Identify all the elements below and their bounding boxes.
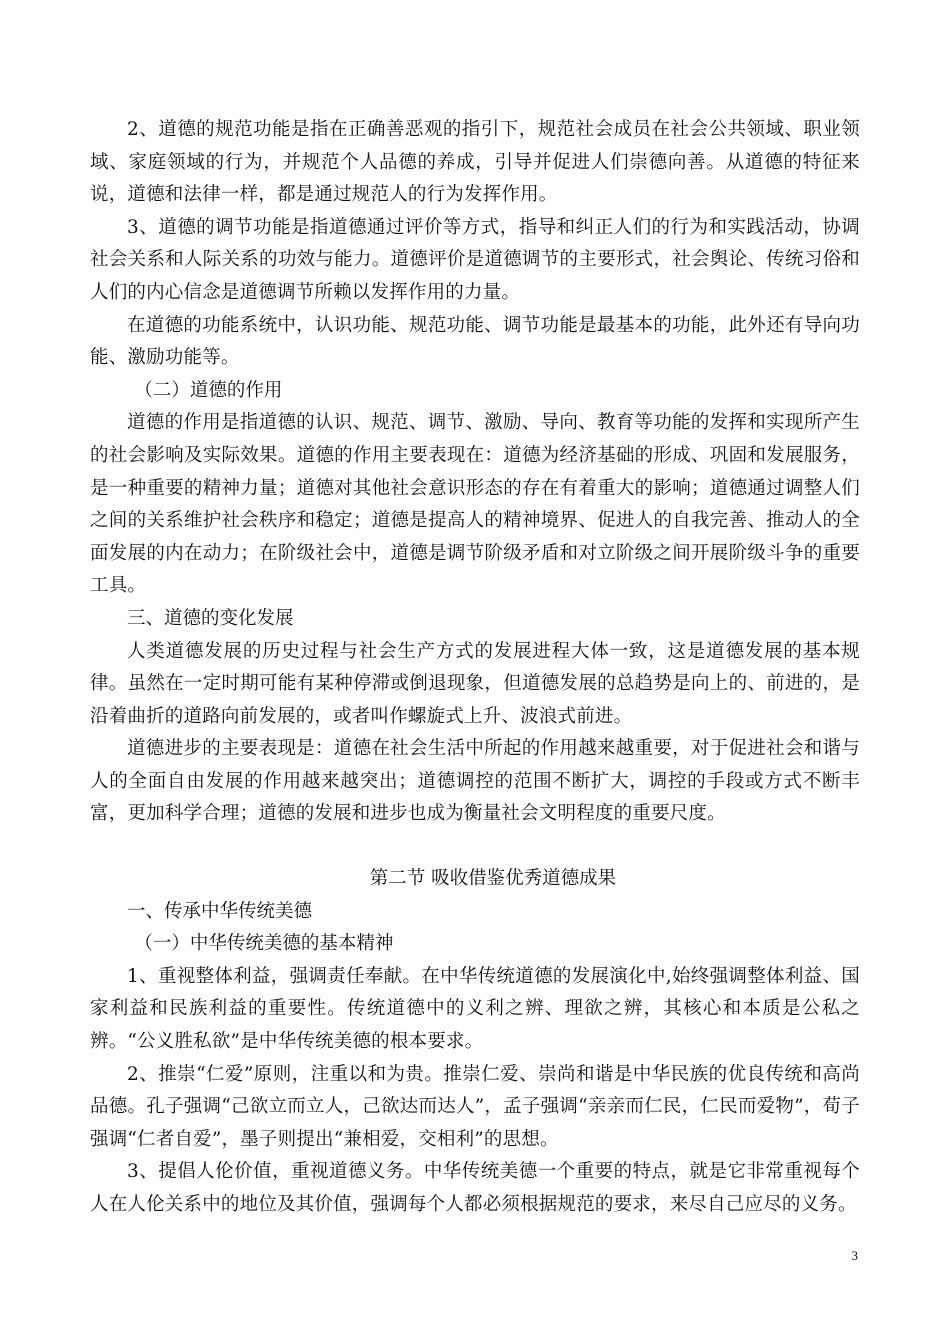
para-moral-progress: 道德进步的主要表现是：道德在社会生活中所起的作用越来越重要，对于促进社会和谐与人的全面自由发展的作用越来越突出；道德调控的范围不断扩大，调控的手段或方式不断丰富，更加科学合理；道德的发展和进步也成为衡量社会文明程度的重要尺度。 <box>90 738 860 825</box>
para-overall-interest: 1、重视整体利益，强调责任奉献。在中华传统道德的发展演化中,始终强调整体利益、国家利益和民族利益的重要性。传统道德中的义利之辨、理欲之辨，其核心和本质是公私之辨。“公义胜私欲”是中华传统美德的根本要求。 <box>90 965 860 1053</box>
para-human-relations: 3、提倡人伦价值，重视道德义务。中华传统美德一个重要的特点，就是它非常重视每个人在人伦关系中的地位及其价值，强调每个人都必须根据规范的要求，来尽自己应尽的义务。 <box>90 1161 860 1215</box>
para-role-of-morality: 道德的作用是指道德的认识、规范、调节、激励、导向、教育等功能的发挥和实现所产生的社会影响及实际效果。道德的作用主要表现在：道德为经济基础的形成、巩固和发展服务，是一种重要的精神力量；道德对其他社会意识形态的存在有着重大的影响；道德通过调整人们之间的关系维护社会秩序和稳定；道德是提高人的精神境界、促进人的自我完善、推动人的全面发展的内在动力；在阶级社会中，道德是调节阶级矛盾和对立阶级之间开展阶级斗争的重要工具。 <box>90 412 860 597</box>
document-page <box>90 114 860 1222</box>
para-function-system: 在道德的功能系统中，认识功能、规范功能、调节功能是最基本的功能，此外还有导向功能、激励功能等。 <box>90 314 860 369</box>
heading-role-of-morality: （二）道德的作用 <box>134 379 283 401</box>
para-development-law: 人类道德发展的历史过程与社会生产方式的发展进程大体一致，这是道德发展的基本规律。虽然在一定时期可能有某种停滞或倒退现象，但道德发展的总趋势是向上的、前进的，是沿着曲折的道路向前发展的，或者叫作螺旋式上升、波浪式前进。 <box>90 640 860 727</box>
para-benevolence: 2、推崇“仁爱”原则，注重以和为贵。推崇仁爱、崇尚和谐是中华民族的优良传统和高尚品德。孔子强调“己欲立而立人，己欲达而达人”，孟子强调“亲亲而仁民，仁民而爱物”，荀子强调“仁者自爱”，墨子则提出“兼相爱，交相利”的思想。 <box>90 1063 860 1150</box>
section-title-second: 第二节 吸收借鉴优秀道德成果 <box>369 868 617 890</box>
page-number: 3 <box>851 1248 858 1263</box>
para-normative-function: 2、道德的规范功能是指在正确善恶观的指引下，规范社会成员在社会公共领域、职业领域、家庭领域的行为，并规范个人品德的养成，引导并促进人们崇德向善。从道德的特征来说，道德和法律一样，都是通过规范人的行为发挥作用。 <box>90 119 860 206</box>
para-regulating-function: 3、道德的调节功能是指道德通过评价等方式，指导和纠正人们的行为和实践活动，协调社会关系和人际关系的功效与能力。道德评价是道德调节的主要形式，社会舆论、传统习俗和人们的内心信念是道德调节所赖以发挥作用的力量。 <box>90 216 860 303</box>
heading-basic-spirit: （一）中华传统美德的基本精神 <box>134 933 394 955</box>
heading-moral-development: 三、道德的变化发展 <box>127 607 294 629</box>
heading-inherit-virtues: 一、传承中华传统美德 <box>127 900 313 922</box>
